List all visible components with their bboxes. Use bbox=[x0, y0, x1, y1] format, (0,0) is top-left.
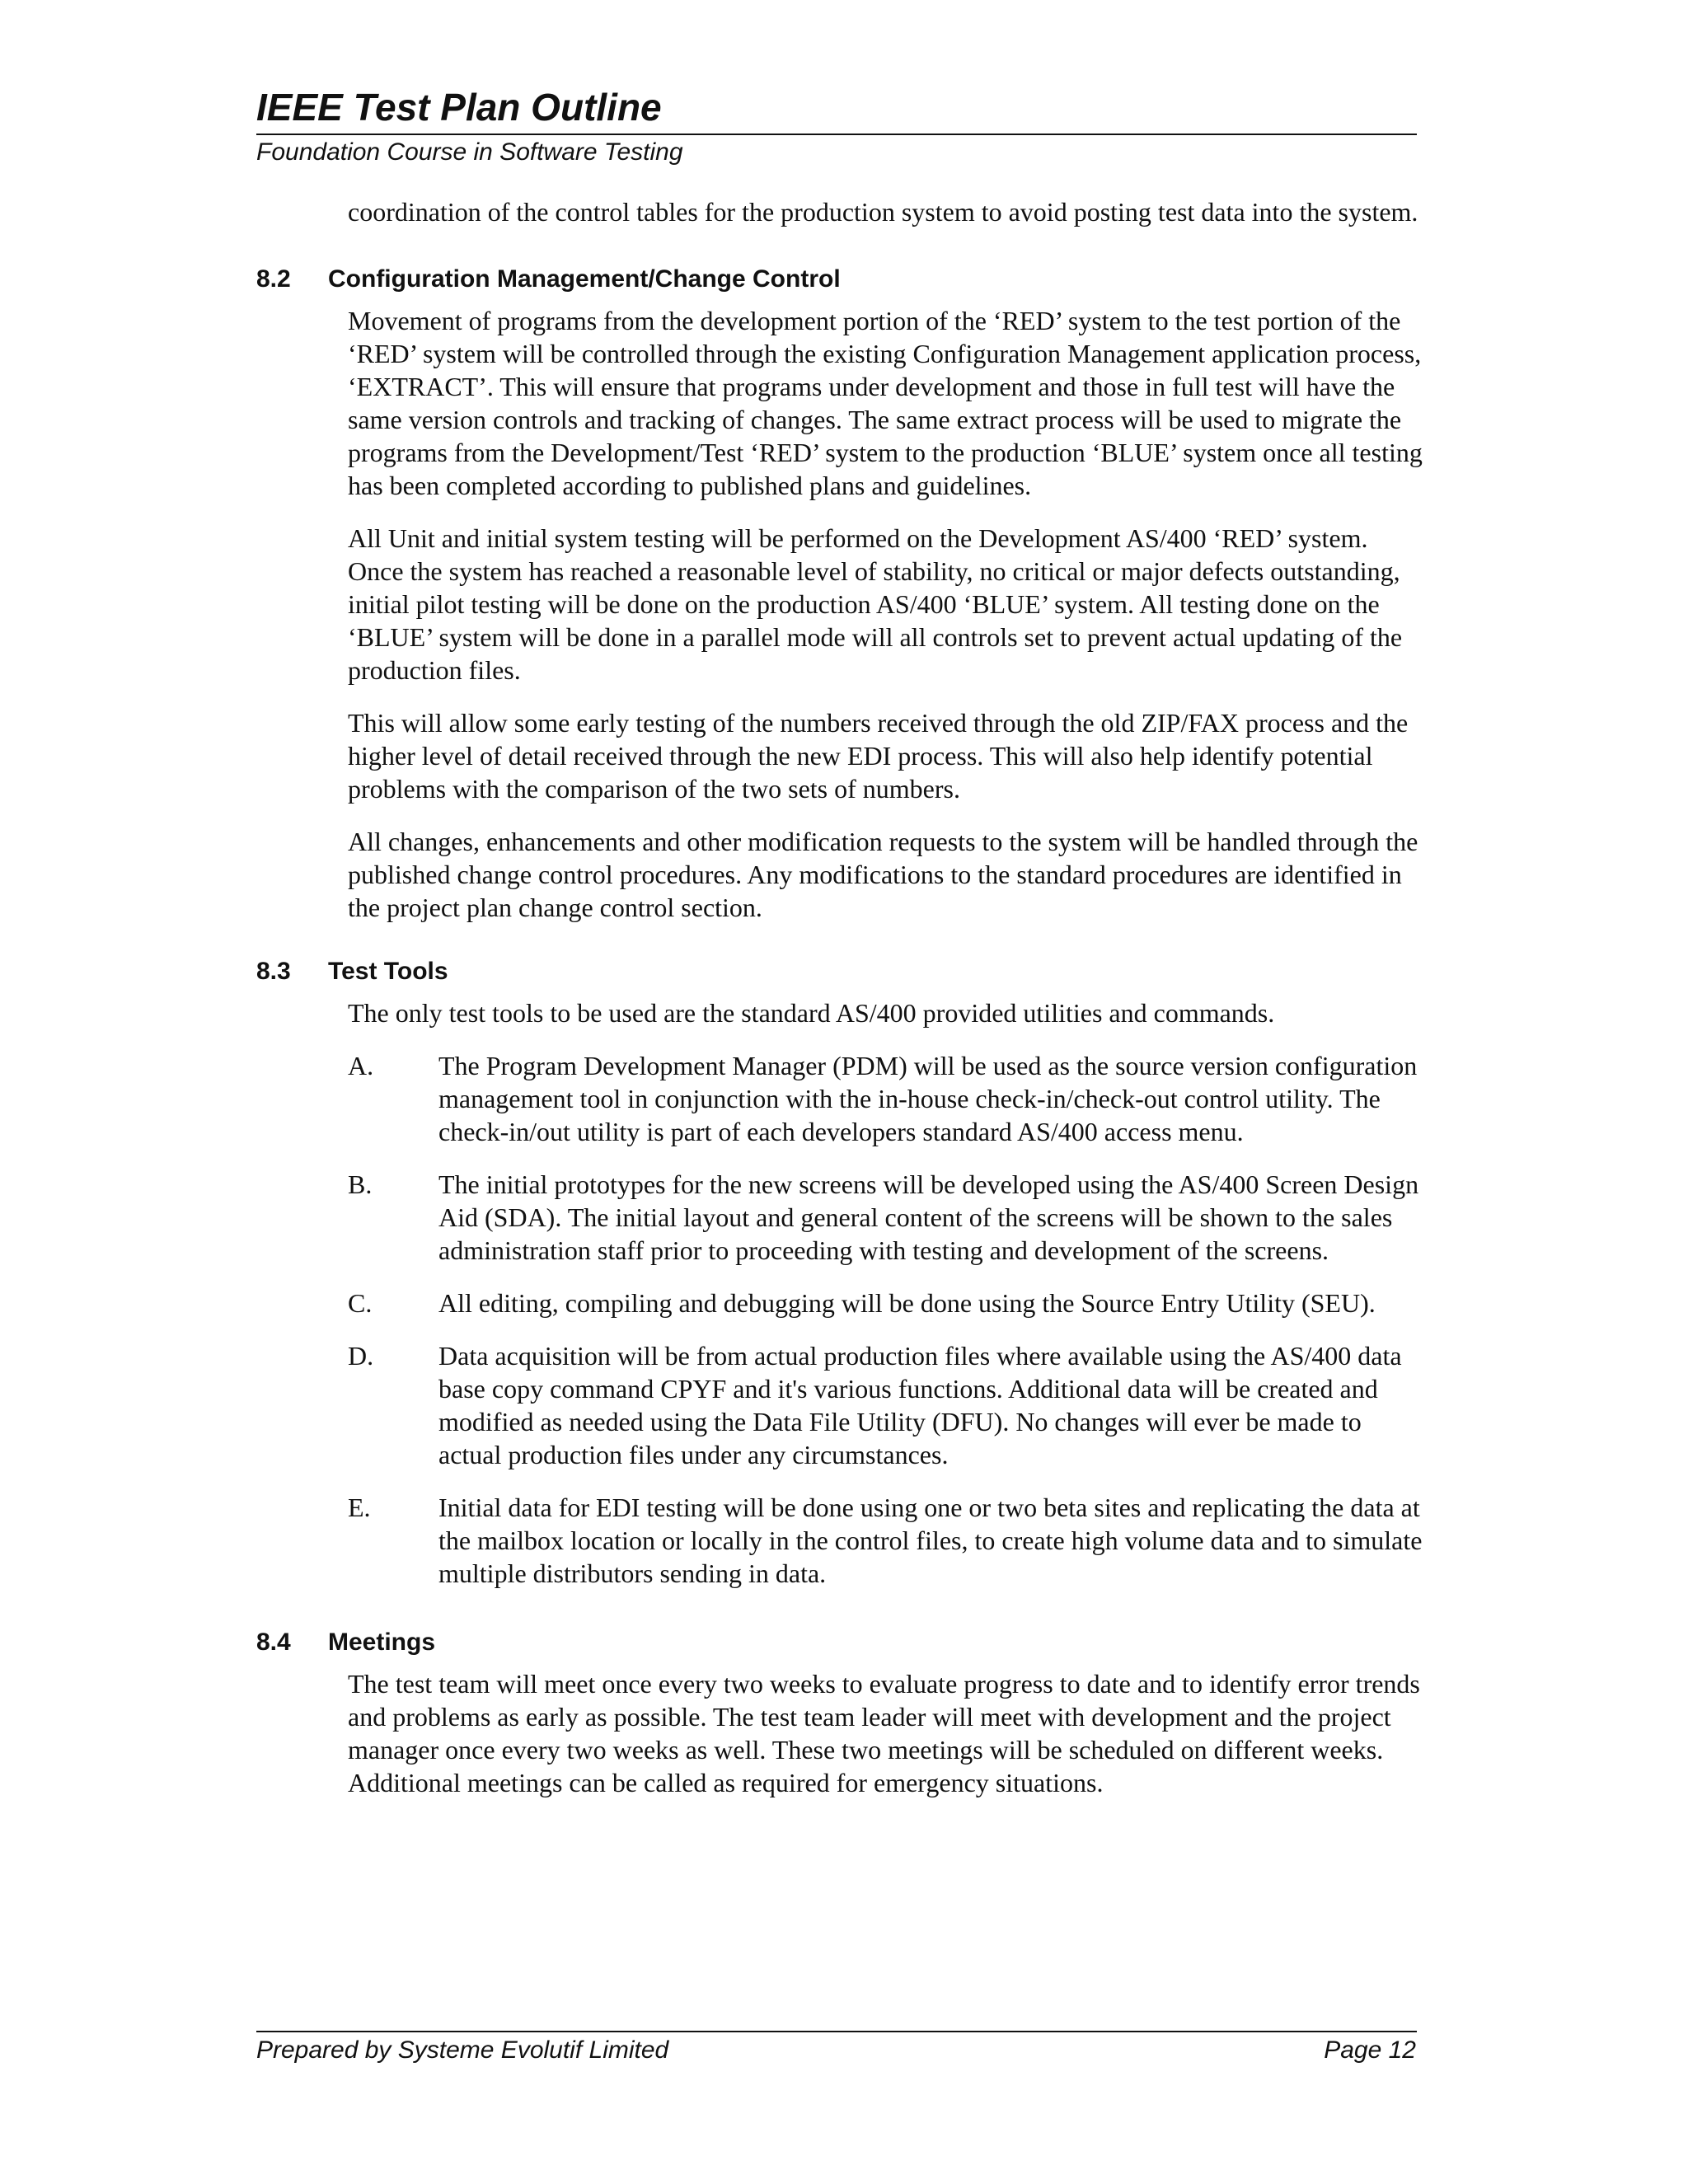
list-item-letter: A. bbox=[348, 1051, 374, 1080]
list-item-letter: D. bbox=[348, 1341, 374, 1371]
continuation-paragraph: coordination of the control tables for the production system to avoid posting test data into the system. bbox=[348, 197, 1418, 227]
section-heading-8-4 bbox=[256, 1626, 1427, 1659]
list-item-text: The initial prototypes for the new screens will be developed using the AS/400 Screen Design Aid (SDA). The initial layout and general content of the screens will be shown to the sales administration staff prior to proceeding with testing and development of the screens. bbox=[438, 1169, 1419, 1265]
paragraph: All changes, enhancements and other modification requests to the system will be handled through the published change control procedures. Any modifications to the standard procedures are identified in the project plan change control section. bbox=[348, 827, 1418, 922]
list-item bbox=[348, 1049, 1427, 1148]
list-item-letter: E. bbox=[348, 1493, 371, 1522]
list-item-text: The Program Development Manager (PDM) will be used as the source version configuration management tool in conjunction with the in-house check-in/check-out control utility. The check-in/out utility is part of each developers standard AS/400 access menu. bbox=[438, 1051, 1418, 1146]
list-item-text: Initial data for EDI testing will be done using one or two beta sites and replicating the data at the mailbox location or locally in the control files, to create high volume data and to simulate multiple distributors sending in data. bbox=[438, 1493, 1423, 1588]
section-title: Test Tools bbox=[328, 958, 448, 985]
section-number: 8.4 bbox=[256, 1629, 291, 1656]
footer-divider bbox=[256, 2031, 1417, 2032]
paragraph: The test team will meet once every two weeks to evaluate progress to date and to identify error trends and problems as early as possible. The test team leader will meet with development and the project manager once every two weeks as well. These two meetings will be scheduled on different weeks. Additional meetings can be called as required for emergency situations. bbox=[348, 1669, 1420, 1797]
document-body bbox=[256, 195, 1427, 1819]
page-number: Page 12 bbox=[1324, 2036, 1416, 2064]
header-divider bbox=[256, 134, 1417, 135]
list-item-text: Data acquisition will be from actual production files where available using the AS/400 data base copy command CPYF and it's various functions. Additional data will be created and modified as needed using the Data File Utility (DFU). No changes will ever be made to actual production files under any circumstances. bbox=[438, 1341, 1402, 1469]
header-subtitle: Foundation Course in Software Testing bbox=[256, 138, 683, 166]
section-heading-8-3 bbox=[256, 955, 1427, 988]
list-item-letter: B. bbox=[348, 1169, 373, 1199]
paragraph: This will allow some early testing of the numbers received through the old ZIP/FAX process and the higher level of detail received through the new EDI process. This will also help identify potential problems with the comparison of the two sets of numbers. bbox=[348, 708, 1409, 804]
list-item bbox=[348, 1491, 1427, 1590]
paragraph: The only test tools to be used are the standard AS/400 provided utilities and commands. bbox=[348, 998, 1275, 1028]
header-title: IEEE Test Plan Outline bbox=[256, 86, 662, 129]
section-number: 8.2 bbox=[256, 265, 291, 293]
footer-author: Prepared by Systeme Evolutif Limited bbox=[256, 2036, 669, 2064]
section-heading-8-2 bbox=[256, 263, 1427, 296]
list-item-letter: C. bbox=[348, 1288, 373, 1318]
list-item bbox=[348, 1168, 1427, 1267]
section-title: Meetings bbox=[328, 1629, 436, 1656]
section-title: Configuration Management/Change Control bbox=[328, 265, 841, 293]
paragraph: All Unit and initial system testing will be performed on the Development AS/400 ‘RED’ system. Once the system has reached a reasonable level of stability, no critical or major defects outstanding, initial pilot testing will be done on the production AS/400 ‘BLUE’ system. All testing done on the ‘BLUE’ system will be done in a parallel mode will all controls set to prevent actual updating of the production files. bbox=[348, 523, 1403, 685]
list-item-text: All editing, compiling and debugging will be done using the Source Entry Utility (SEU). bbox=[438, 1288, 1376, 1318]
paragraph: Movement of programs from the development portion of the ‘RED’ system to the test portion of the ‘RED’ system will be controlled through the existing Configuration Management application process, ‘EXTRACT’. This will ensure that programs under development and those in full test will have the same version controls and tracking of changes. The same extract process will be used to migrate the programs from the Development/Test ‘RED’ system to the production ‘BLUE’ system once all testing has been completed according to published plans and guidelines. bbox=[348, 306, 1423, 500]
list-item bbox=[348, 1339, 1427, 1471]
list-item bbox=[348, 1286, 1427, 1319]
section-number: 8.3 bbox=[256, 958, 291, 985]
